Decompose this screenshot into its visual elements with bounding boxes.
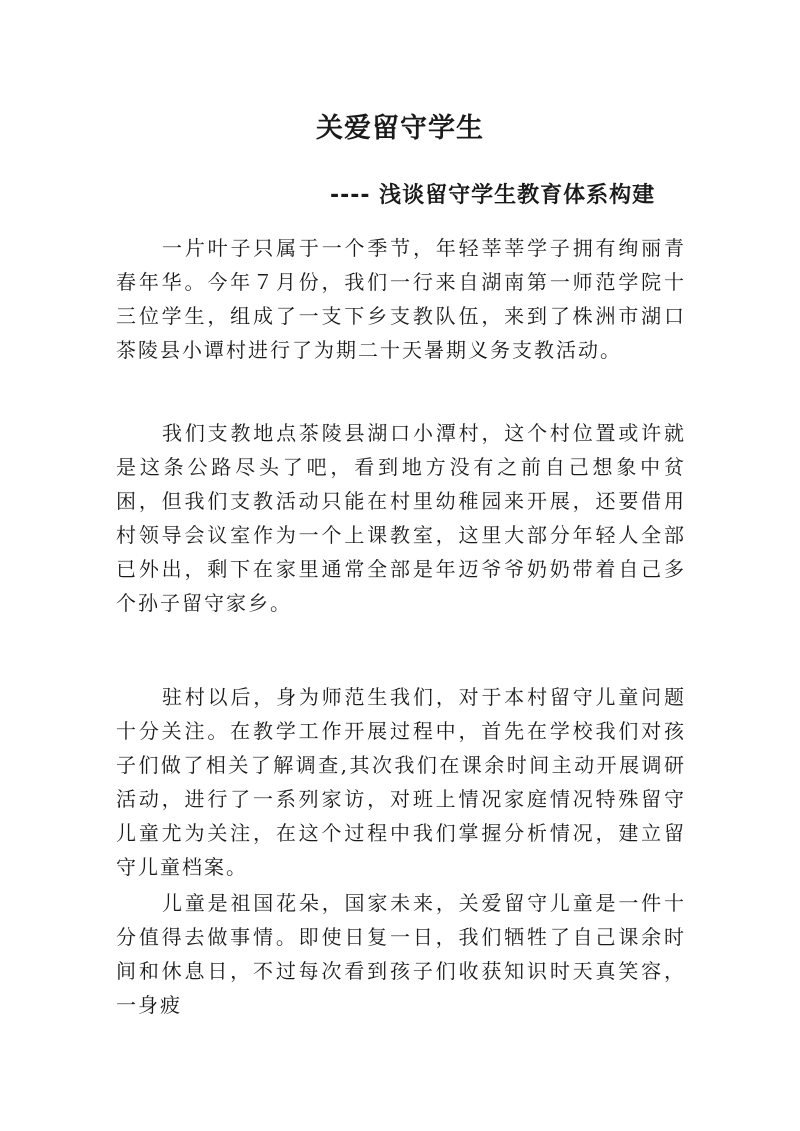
- document-subtitle: ---- 浅谈留守学生教育体系构建: [330, 183, 656, 208]
- paragraph-4: 儿童是祖国花朵，国家未来，关爱留守儿童是一件十分值得去做事情。即使日复一日，我们牺牲了自己课余时间和休息日，不过每次看到孩子们收获知识时天真笑容，一身疲: [116, 891, 686, 1017]
- paragraph-2: 我们支教地点茶陵县湖口小潭村，这个村位置或许就是这条公路尽头了吧，看到地方没有之前自己想象中贫困，但我们支教活动只能在村里幼稚园来开展，还要借用村领导会议室作为一个上课教室，这里大部分年轻人全部已外出，剩下在家里通常全部是年迈爷爷奶奶带着自己多个孙子留守家乡。: [116, 421, 686, 615]
- paragraph-1: 一片叶子只属于一个季节，年轻莘莘学子拥有绚丽青春年华。今年７月份，我们一行来自湖南第一师范学院十三位学生，组成了一支下乡支教队伍，来到了株洲市湖口茶陵县小谭村进行了为期二十天暑期义务支教活动。: [116, 236, 686, 362]
- document-title: 关爱留守学生: [316, 113, 484, 144]
- paragraph-3: 驻村以后，身为师范生我们，对于本村留守儿童问题十分关注。在教学工作开展过程中，首先在学校我们对孩子们做了相关了解调查,其次我们在课余时间主动开展调研活动，进行了一系列家访，对班上情况家庭情况特殊留守儿童尤为关注，在这个过程中我们掌握分析情况，建立留守儿童档案。: [116, 685, 686, 879]
